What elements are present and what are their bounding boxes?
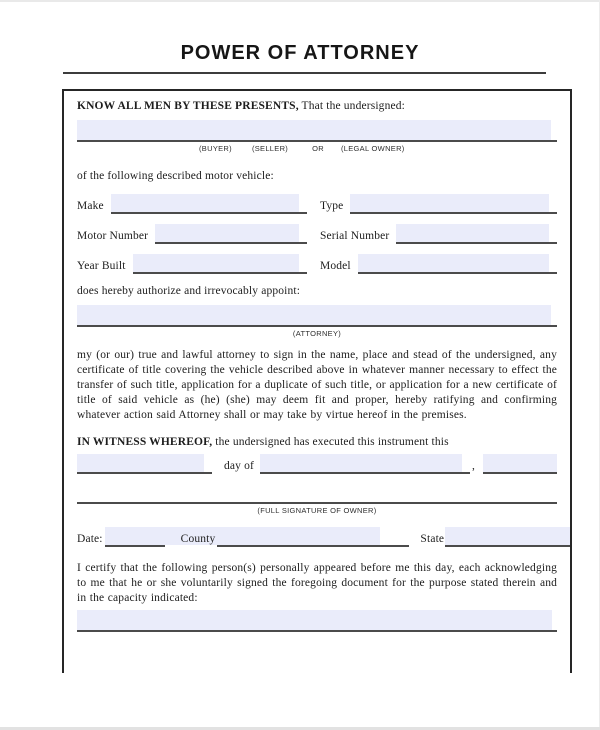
execution-date-row — [77, 454, 557, 474]
make-label: Make — [77, 200, 104, 212]
state-label: State — [420, 533, 445, 545]
seller-caption: (SELLER) — [251, 144, 289, 153]
month-input[interactable] — [260, 454, 462, 472]
certification-text: I certify that the following person(s) personally appeared before me this day, each acknowledging to me that he or she voluntarily signed the foregoing document for the purpose stated therein and in the capacity indicated: — [77, 562, 557, 604]
undersigned-input[interactable] — [77, 120, 551, 140]
type-field-line — [350, 194, 557, 214]
year-built-field-line — [133, 254, 307, 274]
legal-owner-caption: (LEGAL OWNER) — [340, 144, 405, 153]
opening-rest: That the undersigned: — [298, 100, 405, 112]
serial-number-input[interactable] — [396, 224, 549, 242]
make-input[interactable] — [111, 194, 299, 212]
county-label: County — [180, 533, 216, 545]
model-input[interactable] — [358, 254, 549, 272]
persons-field-line — [77, 610, 557, 632]
type-input[interactable] — [350, 194, 549, 212]
state-field-line — [445, 527, 572, 547]
opening-statement — [77, 99, 557, 114]
appointment-intro: does hereby authorize and irrevocably appoint: — [77, 285, 301, 297]
buyer-caption: (BUYER) — [199, 144, 232, 153]
comma-separator: , — [471, 460, 475, 472]
or-caption: OR — [312, 144, 324, 153]
year-input[interactable] — [483, 454, 557, 472]
opening-lead: KNOW ALL MEN BY THESE PRESENTS, — [77, 100, 299, 112]
date-label: Date: — [77, 533, 103, 545]
page-title: POWER OF ATTORNEY — [180, 42, 420, 64]
attorney-input[interactable] — [77, 305, 551, 325]
year-field-line — [483, 454, 557, 474]
motor-number-input[interactable] — [155, 224, 299, 242]
day-of-label: day of — [224, 460, 254, 472]
owner-signature-line[interactable] — [77, 502, 557, 504]
witness-statement — [77, 435, 557, 450]
attorney-field-line — [77, 305, 557, 327]
county-field-line — [217, 527, 409, 547]
persons-input[interactable] — [77, 610, 552, 630]
motor-number-label: Motor Number — [77, 230, 149, 242]
month-field-line — [260, 454, 470, 474]
serial-number-label: Serial Number — [320, 230, 390, 242]
undersigned-field-line — [77, 120, 557, 142]
signature-caption: (FULL SIGNATURE OF OWNER) — [257, 506, 377, 515]
year-built-label: Year Built — [77, 260, 126, 272]
date-field-line — [105, 527, 165, 547]
motor-number-field-line — [155, 224, 307, 244]
title-underline — [63, 72, 546, 74]
make-field-line — [111, 194, 307, 214]
day-input[interactable] — [77, 454, 204, 472]
serial-number-field-line — [396, 224, 557, 244]
role-caption-row — [199, 144, 557, 153]
year-built-input[interactable] — [133, 254, 299, 272]
model-field-line — [358, 254, 557, 274]
notary-row — [77, 527, 557, 547]
state-input[interactable] — [445, 527, 572, 545]
day-field-line — [77, 454, 212, 474]
vehicle-row-2 — [77, 224, 557, 244]
vehicle-fields — [77, 194, 557, 274]
vehicle-intro: of the following described motor vehicle: — [77, 170, 274, 182]
attorney-caption: (ATTORNEY) — [292, 329, 342, 338]
witness-lead-bold: IN WITNESS WHEREOF, — [77, 436, 213, 448]
vehicle-row-3 — [77, 254, 557, 274]
type-label: Type — [320, 200, 344, 212]
vehicle-row-1 — [77, 194, 557, 214]
power-of-attorney-form — [62, 89, 572, 673]
model-label: Model — [320, 260, 351, 272]
county-input[interactable] — [217, 527, 380, 545]
scan-edge-top — [0, 0, 600, 2]
witness-lead-rest: the undersigned has executed this instrument this — [212, 436, 449, 448]
appointment-body: my (or our) true and lawful attorney to sign in the name, place and stead of the undersigned, any certificate of title covering the vehicle described above in whatever manner necessary to effect the transfer of such title, application for a duplicate of such title, or application for a new certificate of title of said vehicle as (he) (she) may deem fit and proper, hereby ratifying and confirming whatever action said Attorney shall or may take by virtue hereof in the premises. — [77, 349, 557, 421]
